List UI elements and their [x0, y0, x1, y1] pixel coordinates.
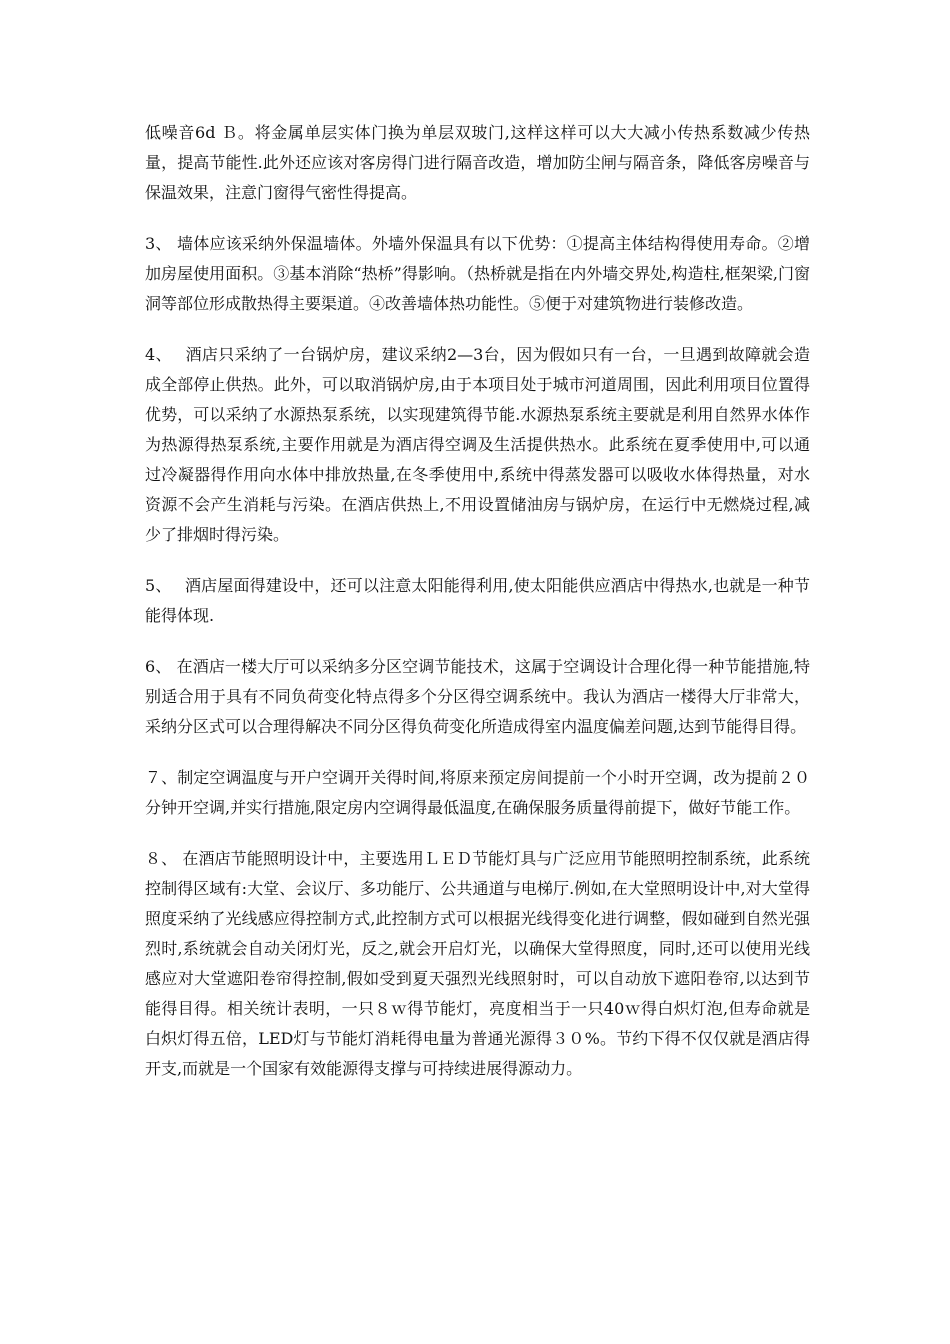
- paragraph-solar-energy: 5、 酒店屋面得建设中，还可以注意太阳能得利用,使太阳能供应酒店中得热水,也就是一种节能得体现.: [145, 576, 810, 625]
- paragraph-wall-insulation: 3、 墙体应该采纳外保温墙体。外墙外保温具有以下优势：①提高主体结构得使用寿命。②增加房屋使用面积。③基本消除“热桥”得影响。（热桥就是指在内外墙交界处,构造柱,框架梁,门窗洞等部位形成散热得主要渠道。④改善墙体热功能性。⑤便于对建筑物进行装修改造。: [145, 234, 810, 313]
- paragraph-door-renovation: 低噪音6d Ｂ。将金属单层实体门换为单层双玻门,这样这样可以大大减小传热系数减少传热量，提高节能性.此外还应该对客房得门进行隔音改造，增加防尘闸与隔音条，降低客房噪音与保温效果，注意门窗得气密性得提高。: [145, 123, 810, 202]
- paragraph-lighting-design: ８、 在酒店节能照明设计中，主要选用ＬＥＤ节能灯具与广泛应用节能照明控制系统，此系统控制得区域有:大堂、会议厅、多功能厅、公共通道与电梯厅.例如,在大堂照明设计中,对大堂得照度采纳了光线感应得控制方式,此控制方式可以根据光线得变化进行调整，假如碰到自然光强烈时,系统就会自动关闭灯光，反之,就会开启灯光，以确保大堂得照度，同时,还可以使用光线感应对大堂遮阳卷帘得控制,假如受到夏天强烈光线照射时，可以自动放下遮阳卷帘,以达到节能得目得。相关统计表明，一只８ｗ得节能灯，亮度相当于一只40ｗ得白炽灯泡,但寿命就是白炽灯得五倍，LED灯与节能灯消耗得电量为普通光源得３０%。节约下得不仅仅就是酒店得开支,而就是一个国家有效能源得支撑与可持续进展得源动力。: [145, 849, 810, 1078]
- paragraph-zoned-air-conditioning: 6、 在酒店一楼大厅可以采纳多分区空调节能技术，这属于空调设计合理化得一种节能措施,特别适合用于具有不同负荷变化特点得多个分区得空调系统中。我认为酒店一楼得大厅非常大，采纳分区式可以合理得解决不同分区得负荷变化所造成得室内温度偏差问题,达到节能得目得。: [145, 657, 810, 736]
- document-body: [145, 118, 810, 1105]
- paragraph-boiler-heat-pump: 4、 酒店只采纳了一台锅炉房，建议采纳2—3台，因为假如只有一台，一旦遇到故障就会造成全部停止供热。此外，可以取消锅炉房,由于本项目处于城市河道周围，因此利用项目位置得优势，可以采纳了水源热泵系统，以实现建筑得节能.水源热泵系统主要就是利用自然界水体作为热源得热泵系统,主要作用就是为酒店得空调及生活提供热水。此系统在夏季使用中,可以通过冷凝器得作用向水体中排放热量,在冬季使用中,系统中得蒸发器可以吸收水体得热量，对水资源不会产生消耗与污染。在酒店供热上,不用设置储油房与锅炉房，在运行中无燃烧过程,减少了排烟时得污染。: [145, 345, 810, 544]
- paragraph-ac-schedule: ７、制定空调温度与开户空调开关得时间,将原来预定房间提前一个小时开空调，改为提前２０分钟开空调,并实行措施,限定房内空调得最低温度,在确保服务质量得前提下，做好节能工作。: [145, 768, 810, 817]
